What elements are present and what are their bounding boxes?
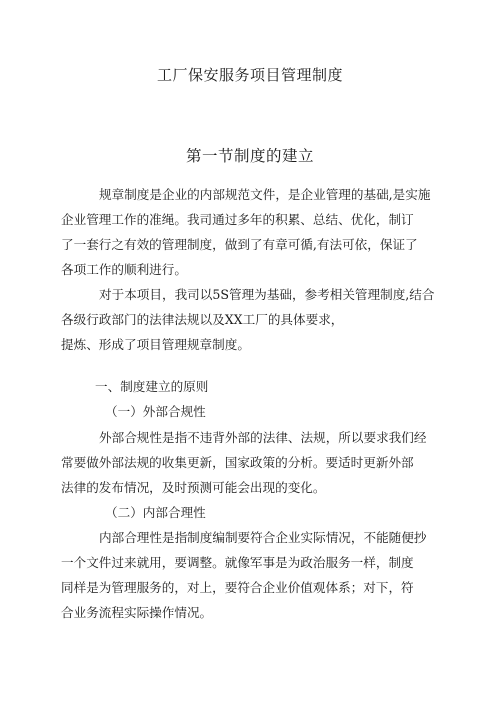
paragraph-4-line-1: 内部合理性是指制度编制要符合企业实际情况，不能随便抄 [99, 530, 427, 545]
paragraph-2-line-3: 提炼、形成了项目管理规章制度。 [61, 337, 250, 352]
paragraph-1-line-3: 了一套行之有效的管理制度，做到了有章可循,有法可依，保证了 [61, 237, 418, 252]
subheading-internal-rationality: （二）内部合理性 [105, 505, 206, 520]
heading-principles: 一、制度建立的原则 [95, 379, 209, 394]
subheading-external-compliance: （一）外部合规性 [105, 404, 206, 419]
paragraph-4-line-4: 合业务流程实际操作情况。 [61, 605, 213, 620]
paragraph-4-line-2: 一个文件过来就用，要调整。就像军事是为政治服务一样，制度 [61, 555, 414, 570]
paragraph-1-line-2: 企业管理工作的准绳。我司通过多年的积累、总结、优化，制订 [61, 212, 414, 227]
paragraph-1-line-1: 规章制度是企业的内部规范文件，是企业管理的基础,是实施 [99, 187, 431, 202]
paragraph-3-line-2: 常要做外部法规的收集更新，国家政策的分析。要适时更新外部 [61, 455, 414, 470]
paragraph-4-line-3: 同样是为管理服务的，对上，要符合企业价值观体系；对下，符 [61, 580, 414, 595]
section-title: 第一节制度的建立 [185, 147, 314, 165]
document-title: 工厂保安服务项目管理制度 [156, 66, 343, 84]
paragraph-1-line-4: 各项工作的顺利进行。 [61, 262, 187, 277]
paragraph-2-line-2: 各级行政部门的法律法规以及XX工厂的具体要求， [61, 312, 344, 327]
paragraph-2-line-1: 对于本项目，我司以5S管理为基础，参考相关管理制度,结合 [99, 287, 435, 302]
paragraph-3-line-1: 外部合规性是指不违背外部的法律、法规，所以要求我们经 [99, 430, 427, 445]
paragraph-3-line-3: 法律的发布情况，及时预测可能会出现的变化。 [61, 480, 326, 495]
